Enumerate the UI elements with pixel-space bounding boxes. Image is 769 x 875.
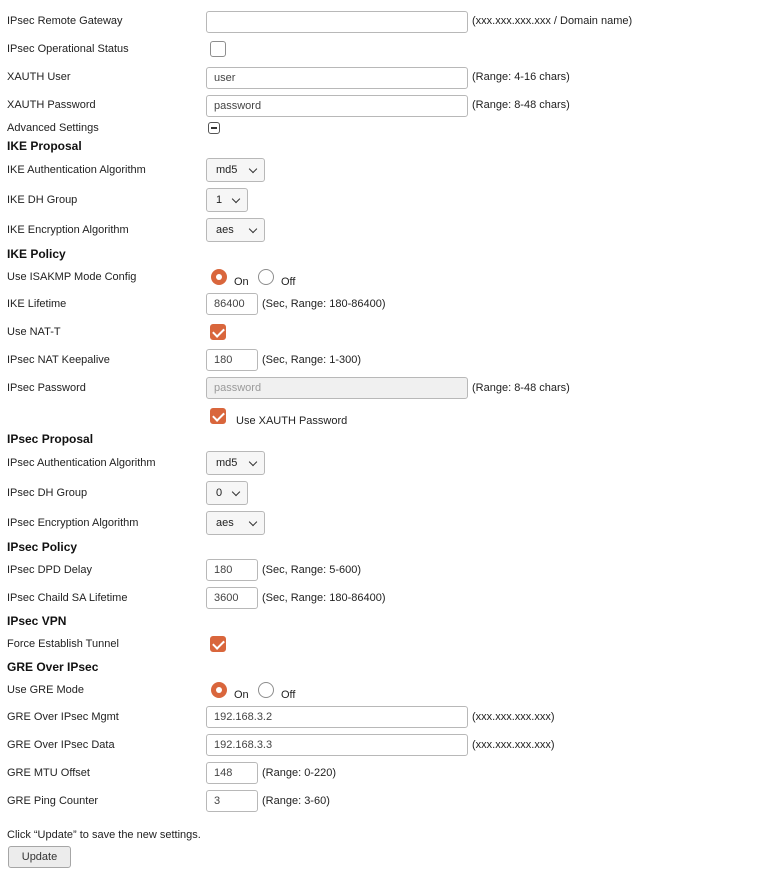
chevron-down-icon <box>249 225 257 233</box>
child-sa-lifetime-input[interactable]: 3600 <box>206 587 258 609</box>
remote-gateway-hint: (xxx.xxx.xxx.xxx / Domain name) <box>472 15 633 27</box>
isakmp-on-label: On <box>234 276 249 288</box>
gre-data-input[interactable]: 192.168.3.3 <box>206 734 468 756</box>
gre-ping-counter-input[interactable]: 3 <box>206 790 258 812</box>
gre-data-hint: (xxx.xxx.xxx.xxx) <box>472 739 555 751</box>
ipsec-dh-group-select[interactable] <box>206 481 248 505</box>
nat-t-label: Use NAT-T <box>7 326 61 338</box>
gre-mtu-offset-hint: (Range: 0-220) <box>262 767 336 779</box>
xauth-user-hint: (Range: 4-16 chars) <box>472 71 570 83</box>
use-xauth-password-checkbox[interactable] <box>210 408 226 424</box>
ike-dh-group-select[interactable] <box>206 188 248 212</box>
isakmp-off-radio[interactable] <box>258 269 274 285</box>
ipsec-dh-group-label: IPsec DH Group <box>7 487 88 499</box>
ipsec-dh-group-value: 0 <box>216 487 223 499</box>
xauth-password-label: XAUTH Password <box>7 99 96 111</box>
nat-keepalive-label: IPsec NAT Keepalive <box>7 354 110 366</box>
force-tunnel-label: Force Establish Tunnel <box>7 638 119 650</box>
gre-on-radio[interactable] <box>211 682 227 698</box>
ipsec-password-input[interactable]: password <box>206 377 468 399</box>
child-sa-lifetime-hint: (Sec, Range: 180-86400) <box>262 592 386 604</box>
force-tunnel-checkbox[interactable] <box>210 636 226 652</box>
gre-data-label: GRE Over IPsec Data <box>7 739 115 751</box>
ipsec-proposal-heading: IPsec Proposal <box>7 432 94 446</box>
remote-gateway-label: IPsec Remote Gateway <box>7 15 123 27</box>
ike-dh-group-label: IKE DH Group <box>7 194 78 206</box>
isakmp-mode-label: Use ISAKMP Mode Config <box>7 271 137 283</box>
gre-mtu-offset-label: GRE MTU Offset <box>7 767 90 779</box>
gre-ping-counter-hint: (Range: 3-60) <box>262 795 330 807</box>
ike-lifetime-hint: (Sec, Range: 180-86400) <box>262 298 386 310</box>
update-button[interactable]: Update <box>8 846 71 868</box>
gre-heading: GRE Over IPsec <box>7 660 99 674</box>
child-sa-lifetime-label: IPsec Chaild SA Lifetime <box>7 592 128 604</box>
ipsec-enc-alg-select[interactable] <box>206 511 265 535</box>
gre-mtu-offset-input[interactable]: 148 <box>206 762 258 784</box>
dpd-delay-input[interactable]: 180 <box>206 559 258 581</box>
ike-lifetime-label: IKE Lifetime <box>7 298 67 310</box>
chevron-down-icon <box>249 518 257 526</box>
xauth-password-hint: (Range: 8-48 chars) <box>472 99 570 111</box>
ike-auth-alg-label: IKE Authentication Algorithm <box>7 164 146 176</box>
gre-off-radio[interactable] <box>258 682 274 698</box>
ike-policy-heading: IKE Policy <box>7 247 66 261</box>
update-note: Click “Update” to save the new settings. <box>7 829 201 841</box>
ike-dh-group-value: 1 <box>216 194 223 206</box>
gre-mode-label: Use GRE Mode <box>7 684 85 696</box>
ipsec-auth-alg-select[interactable] <box>206 451 265 475</box>
gre-on-label: On <box>234 689 249 701</box>
xauth-user-label: XAUTH User <box>7 71 71 83</box>
ike-proposal-heading: IKE Proposal <box>7 139 82 153</box>
chevron-down-icon <box>232 195 240 203</box>
ike-auth-alg-select[interactable] <box>206 158 265 182</box>
operational-status-label: IPsec Operational Status <box>7 43 129 55</box>
ipsec-policy-heading: IPsec Policy <box>7 540 78 554</box>
chevron-down-icon <box>249 165 257 173</box>
advanced-settings-label: Advanced Settings <box>7 122 99 134</box>
nat-keepalive-input[interactable]: 180 <box>206 349 258 371</box>
ipsec-auth-alg-label: IPsec Authentication Algorithm <box>7 457 156 469</box>
ipsec-auth-alg-value: md5 <box>216 457 238 469</box>
ike-lifetime-input[interactable]: 86400 <box>206 293 258 315</box>
xauth-user-input[interactable]: user <box>206 67 468 89</box>
xauth-password-input[interactable]: password <box>206 95 468 117</box>
gre-mgmt-hint: (xxx.xxx.xxx.xxx) <box>472 711 555 723</box>
collapse-icon[interactable] <box>208 122 220 134</box>
ike-enc-alg-label: IKE Encryption Algorithm <box>7 224 129 236</box>
remote-gateway-input[interactable] <box>206 11 468 33</box>
gre-mgmt-label: GRE Over IPsec Mgmt <box>7 711 119 723</box>
gre-off-label: Off <box>281 689 296 701</box>
ipsec-password-hint: (Range: 8-48 chars) <box>472 382 570 394</box>
ipsec-vpn-heading: IPsec VPN <box>7 614 67 628</box>
use-xauth-password-label: Use XAUTH Password <box>236 415 348 427</box>
ike-auth-alg-value: md5 <box>216 164 238 176</box>
nat-keepalive-hint: (Sec, Range: 1-300) <box>262 354 362 366</box>
nat-t-checkbox[interactable] <box>210 324 226 340</box>
gre-ping-counter-label: GRE Ping Counter <box>7 795 99 807</box>
ipsec-enc-alg-value: aes <box>216 517 234 529</box>
dpd-delay-hint: (Sec, Range: 5-600) <box>262 564 362 576</box>
chevron-down-icon <box>232 488 240 496</box>
isakmp-off-label: Off <box>281 276 296 288</box>
isakmp-on-radio[interactable] <box>211 269 227 285</box>
dpd-delay-label: IPsec DPD Delay <box>7 564 92 576</box>
ike-enc-alg-value: aes <box>216 224 234 236</box>
operational-status-checkbox[interactable] <box>210 41 226 57</box>
chevron-down-icon <box>249 458 257 466</box>
ike-enc-alg-select[interactable] <box>206 218 265 242</box>
ipsec-enc-alg-label: IPsec Encryption Algorithm <box>7 517 139 529</box>
gre-mgmt-input[interactable]: 192.168.3.2 <box>206 706 468 728</box>
ipsec-password-label: IPsec Password <box>7 382 86 394</box>
